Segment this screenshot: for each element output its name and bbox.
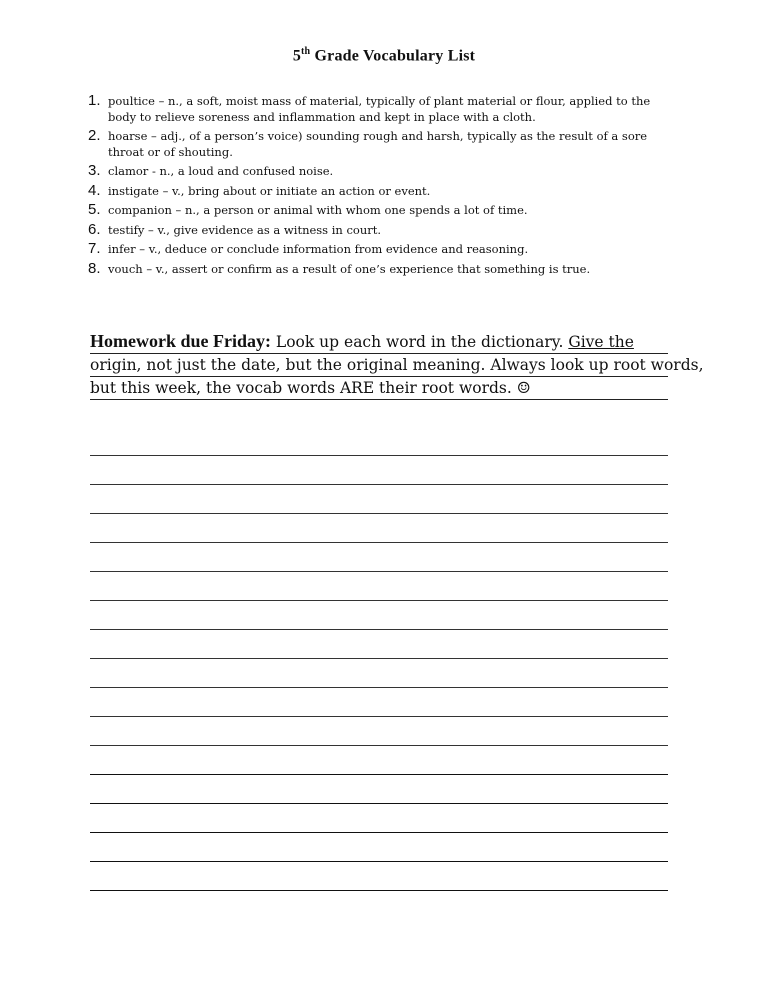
vocab-definition: clamor - n., a loud and confused noise. xyxy=(108,164,334,178)
writing-line[interactable] xyxy=(90,745,668,774)
vocab-item xyxy=(88,181,678,200)
writing-line[interactable] xyxy=(90,861,668,890)
vocab-definition: hoarse – adj., of a person’s voice) sounding rough and harsh, typically as the result of a sore throat or of shouting. xyxy=(108,129,648,159)
writing-line[interactable] xyxy=(90,803,668,832)
homework-instructions xyxy=(90,330,704,400)
homework-text-plain: Look up each word in the dictionary. xyxy=(270,333,569,351)
vocab-number: 2. xyxy=(88,127,101,144)
title-text: Grade Vocabulary List xyxy=(310,47,476,65)
writing-line[interactable] xyxy=(90,513,668,542)
vocab-item xyxy=(88,127,678,160)
vocab-item xyxy=(88,220,678,239)
vocab-item xyxy=(88,240,678,258)
writing-line[interactable] xyxy=(90,890,668,919)
homework-line-1 xyxy=(90,330,668,354)
page-title xyxy=(0,46,768,65)
vocab-definition: vouch – v., assert or confirm as a result of one’s experience that something is true. xyxy=(108,261,591,276)
writing-line[interactable] xyxy=(90,716,668,745)
vocab-number: 7. xyxy=(88,240,101,257)
writing-line[interactable] xyxy=(90,455,668,484)
title-grade-number: 5 xyxy=(292,47,302,65)
writing-line[interactable] xyxy=(90,774,668,803)
homework-label: Homework due Friday: xyxy=(90,331,271,351)
vocab-number: 6. xyxy=(88,220,101,238)
vocab-definition: companion – n., a person or animal with whom one spends a lot of time. xyxy=(108,203,528,217)
vocabulary-list xyxy=(88,92,678,281)
vocab-number: 1. xyxy=(88,92,101,109)
homework-text-underlined: Give the xyxy=(568,333,634,351)
vocab-item xyxy=(88,201,678,219)
vocab-item xyxy=(88,259,678,278)
vocab-number: 8. xyxy=(88,259,101,277)
writing-line[interactable] xyxy=(90,658,668,687)
vocab-definition: infer – v., deduce or conclude information from evidence and reasoning. xyxy=(108,242,529,256)
vocab-definition: testify – v., give evidence as a witness in court. xyxy=(108,222,382,237)
writing-line[interactable] xyxy=(90,484,668,513)
vocab-number: 5. xyxy=(88,201,101,218)
writing-line[interactable] xyxy=(90,629,668,658)
homework-line-3: but this week, the vocab words ARE their root words. ☺ xyxy=(90,377,668,400)
writing-line[interactable] xyxy=(90,600,668,629)
vocab-item xyxy=(88,92,678,125)
title-ordinal-suffix: th xyxy=(301,46,311,57)
writing-line[interactable] xyxy=(90,571,668,600)
writing-line[interactable] xyxy=(90,832,668,861)
writing-line[interactable] xyxy=(90,542,668,571)
homework-line-2: origin, not just the date, but the original meaning. Always look up root words, xyxy=(90,354,668,377)
vocab-definition: poultice – n., a soft, moist mass of material, typically of plant material or flour, applied to the body to relieve soreness and inflammation and kept in place with a cloth. xyxy=(108,94,651,124)
writing-lines xyxy=(90,455,668,919)
writing-line[interactable] xyxy=(90,687,668,716)
vocab-number: 4. xyxy=(88,181,101,199)
vocab-number: 3. xyxy=(88,162,101,179)
vocab-item xyxy=(88,162,678,180)
vocab-definition: instigate – v., bring about or initiate an action or event. xyxy=(108,183,431,198)
